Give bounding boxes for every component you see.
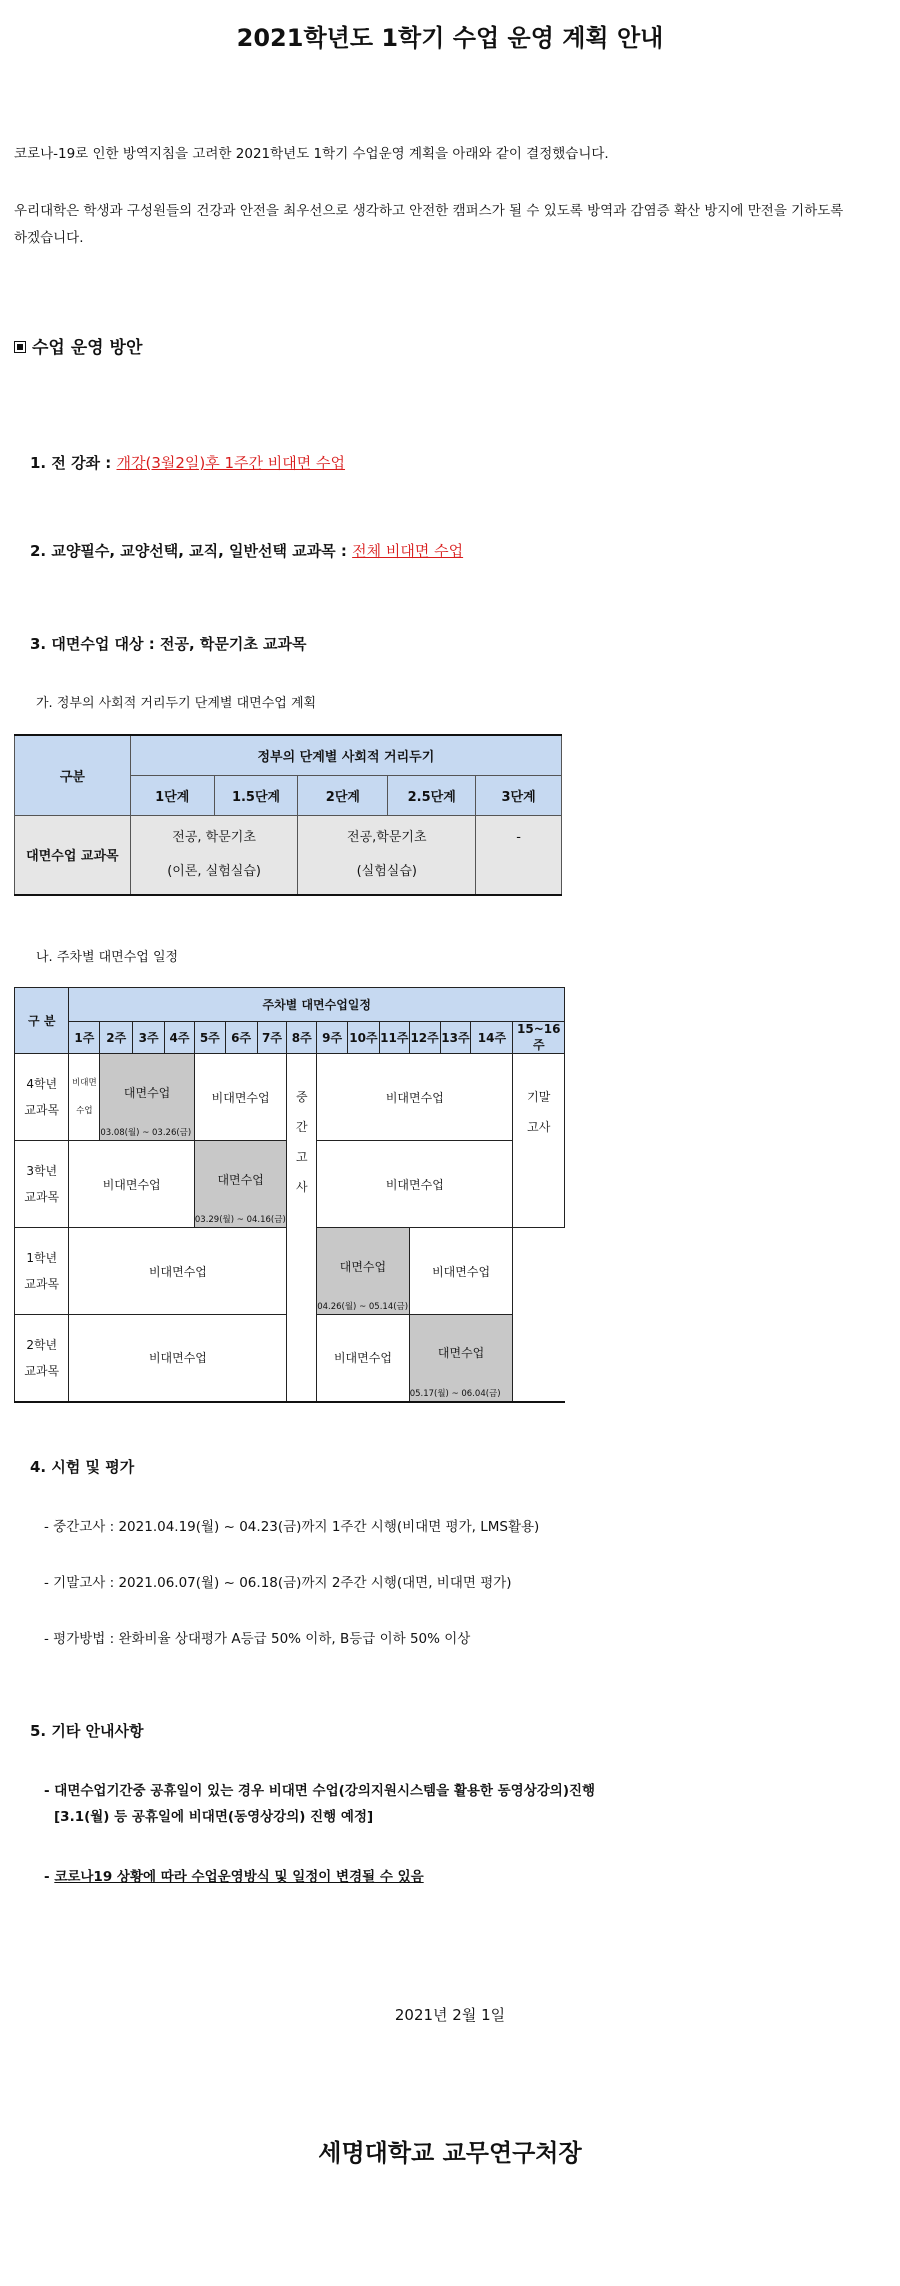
grade-1-name: 1학년 [26,1251,58,1265]
table2-col-header: 구 분 [15,988,69,1054]
section-heading-text: 수업 운영 방안 [32,338,143,358]
midterm-char-1: 중 [295,1090,308,1104]
exam-method: - 평가방법 : 완화비율 상대평가 A등급 50% 이하, B등급 이하 50% 이상 [44,1631,471,1647]
grade-3-nonface-after: 비대면수업 [317,1141,513,1228]
stage-1-5: 1.5단계 [214,775,298,815]
week-9: 9주 [317,1022,348,1054]
grade-3-face-label: 대면수업 [217,1172,264,1187]
grade-3-nonface-before: 비대면수업 [69,1141,194,1228]
grade-3-face-dates: 03.29(월) ~ 04.16(금) [194,1215,286,1225]
stage-2: 2단계 [298,775,388,815]
table2-group-header: 주차별 대면수업일정 [69,988,565,1022]
final-exam-blank [513,1228,565,1402]
week-12: 12주 [409,1022,440,1054]
exam-midterm: - 중간고사 : 2021.04.19(월) ~ 04.23(금)까지 1주간 시행(비대면 평가, LMS활용) [44,1519,540,1535]
grade-4-subject: 교과목 [24,1103,60,1117]
week-8: 8주 [287,1022,317,1054]
midterm-char-4: 사 [295,1180,308,1194]
exam-final: - 기말고사 : 2021.06.07(월) ~ 06.18(금)까지 2주간 시행(대면, 비대면 평가) [44,1575,512,1591]
intro-paragraph-2-line-1: 우리대학은 학생과 구성원들의 건강과 안전을 최우선으로 생각하고 안전한 캠퍼스가 될 수 있도록 방역과 감염증 확산 방지에 만전을 기하도록 [14,203,844,219]
grade-1-nonface-before: 비대면수업 [69,1228,287,1315]
grade-4-first-line-1: 비대면 [72,1078,97,1088]
grade-2-face-period [409,1315,513,1402]
grade-2-nonface-mid: 비대면수업 [317,1315,410,1402]
table1-cell-a-line-2: (이론, 실험실습) [167,863,261,879]
midterm-char-3: 고 [295,1150,308,1164]
sub-heading-b: 나. 주차별 대면수업 일정 [36,950,179,965]
week-4: 4주 [165,1022,195,1054]
week-3: 3주 [133,1022,165,1054]
table1-cell-b [298,815,476,895]
stage-1: 1단계 [130,775,214,815]
week-2: 2주 [100,1022,133,1054]
stage-3: 3단계 [476,775,562,815]
final-exam-line-1: 기말 [527,1090,551,1104]
table1-col-header: 구분 [15,735,131,815]
grade-3-subject: 교과목 [24,1190,60,1204]
grade-2-face-dates: 05.17(월) ~ 06.04(금) [409,1388,501,1399]
grade-1-subject: 교과목 [24,1277,60,1291]
table1-row-label: 대면수업 교과목 [15,815,131,895]
grade-4-first-line-2: 수업 [76,1106,93,1116]
etc-note-3-prefix: - [44,1869,55,1885]
grade-4-face-label: 대면수업 [123,1085,171,1100]
square-bullet-icon [14,341,26,353]
etc-note-3-text: 코로나19 상황에 따라 수업운영방식 및 일정이 변경될 수 있음 [54,1869,424,1885]
grade-4-label [15,1054,69,1141]
grade-4-nonface-after-mid: 비대면수업 [317,1054,513,1141]
etc-note-3 [44,1865,424,1885]
grade-2-nonface-before: 비대면수업 [69,1315,287,1402]
grade-4-nonface-before-mid: 비대면수업 [194,1054,287,1141]
grade-3-face-period [194,1141,287,1228]
week-10: 10주 [348,1022,380,1054]
table1-cell-a-line-1: 전공, 학문기초 [172,829,256,845]
grade-1-face-period [317,1228,410,1315]
week-6: 6주 [225,1022,257,1054]
page-title: 2021학년도 1학기 수업 운영 계획 안내 [236,24,664,52]
grade-4-name: 4학년 [26,1077,58,1091]
distancing-table [14,734,562,896]
item-1 [30,452,345,473]
week-14: 14주 [471,1022,513,1054]
grade-1-face-dates: 04.26(월) ~ 05.14(금) [317,1302,409,1312]
table1-cell-b-line-2: (실험실습) [356,863,417,879]
week-13: 13주 [440,1022,471,1054]
final-exam-column [513,1054,565,1228]
table1-cell-b-line-1: 전공,학문기초 [347,829,427,845]
weekly-schedule-table [14,987,565,1403]
item-1-value: 개강(3월2일)후 1주간 비대면 수업 [116,454,346,472]
week-7: 7주 [257,1022,287,1054]
grade-1-nonface-after: 비대면수업 [409,1228,513,1315]
grade-3-label [15,1141,69,1228]
table1-cell-a [130,815,298,895]
grade-1-face-label: 대면수업 [339,1259,387,1274]
grade-4-first-week [69,1054,100,1141]
item-4: 4. 시험 및 평가 [30,1458,135,1476]
intro-paragraph-2-line-2: 하겠습니다. [14,230,84,246]
intro-paragraph-1: 코로나-19로 인한 방역지침을 고려한 2021학년도 1학기 수업운영 계획을 아래와 같이 결정했습니다. [14,146,609,162]
table1-group-header: 정부의 단계별 사회적 거리두기 [130,735,561,775]
item-2 [30,540,463,561]
section-heading [14,333,142,358]
grade-1-label [15,1228,69,1315]
signature: 세명대학교 교무연구처장 [318,2139,582,2167]
week-11: 11주 [379,1022,409,1054]
item-5: 5. 기타 안내사항 [30,1722,144,1740]
week-5: 5주 [194,1022,225,1054]
midterm-column [287,1054,317,1402]
item-1-label: 1. 전 강좌 : [30,454,117,472]
grade-4-face-period [100,1054,195,1141]
final-exam-line-2: 고사 [527,1120,551,1134]
midterm-char-2: 간 [295,1120,308,1134]
item-3: 3. 대면수업 대상 : 전공, 학문기초 교과목 [30,635,307,653]
grade-3-name: 3학년 [26,1164,58,1178]
week-15-16: 15~16주 [513,1022,565,1054]
grade-4-face-dates: 03.08(월) ~ 03.26(금) [100,1128,192,1138]
etc-note-1: - 대면수업기간중 공휴일이 있는 경우 비대면 수업(강의지원시스템을 활용한 동영상강의)진행 [44,1783,596,1799]
sub-heading-a: 가. 정부의 사회적 거리두기 단계별 대면수업 계획 [36,696,317,711]
grade-2-name: 2학년 [26,1337,58,1352]
etc-note-2: [3.1(월) 등 공휴일에 비대면(동영상강의) 진행 예정] [54,1809,374,1825]
grade-2-face-label: 대면수업 [437,1346,485,1361]
item-2-value: 전체 비대면 수업 [352,542,464,560]
item-2-label: 2. 교양필수, 교양선택, 교직, 일반선택 교과목 : [30,542,353,560]
grade-2-label [15,1315,69,1402]
table1-cell-c: - [476,815,562,895]
stage-2-5: 2.5단계 [388,775,476,815]
grade-2-subject: 교과목 [24,1363,60,1378]
week-1: 1주 [69,1022,100,1054]
document-date: 2021년 2월 1일 [394,2006,506,2024]
